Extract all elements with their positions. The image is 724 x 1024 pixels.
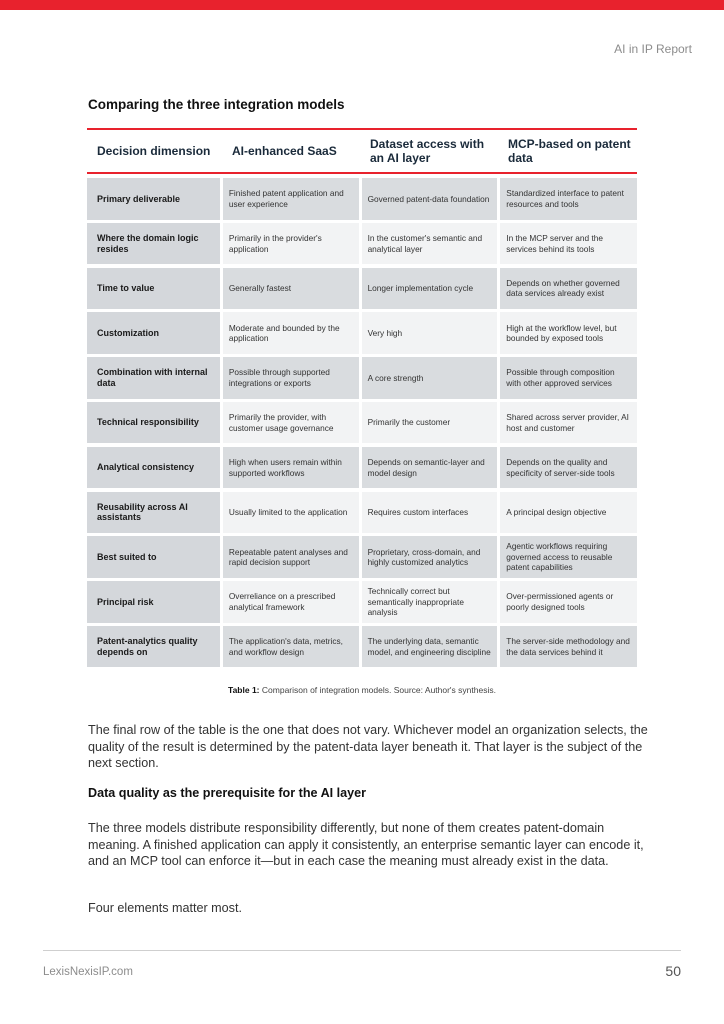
table-row xyxy=(87,312,637,354)
table-cell: The underlying data, semantic model, and engineering discipline xyxy=(362,626,498,668)
table-cell: Agentic workflows requiring governed access to reusable patent capabilities xyxy=(500,536,637,578)
row-label: Best suited to xyxy=(87,536,220,578)
row-label: Customization xyxy=(87,312,220,354)
footer-divider xyxy=(43,950,681,951)
table-cell: Possible through supported integrations or exports xyxy=(223,357,359,399)
comparison-table xyxy=(87,128,637,671)
table-cell: High when users remain within supported workflows xyxy=(223,447,359,489)
column-header: Decision dimension xyxy=(97,144,211,158)
table-cell: Moderate and bounded by the application xyxy=(223,312,359,354)
caption-label: Table 1: xyxy=(228,685,260,695)
row-label: Combination with internal data xyxy=(87,357,220,399)
table-cell: Technically correct but semantically inappropriate analysis xyxy=(362,581,498,623)
table-cell: Over-permissioned agents or poorly designed tools xyxy=(500,581,637,623)
table-cell: Shared across server provider, AI host and customer xyxy=(500,402,637,444)
table-cell: High at the workflow level, but bounded by exposed tools xyxy=(500,312,637,354)
table-cell: The application's data, metrics, and workflow design xyxy=(223,626,359,668)
table-cell: In the MCP server and the services behind its tools xyxy=(500,223,637,265)
table-cell: Depends on the quality and specificity of server-side tools xyxy=(500,447,637,489)
row-label: Reusability across AI assistants xyxy=(87,492,220,534)
table-cell: Longer implementation cycle xyxy=(362,268,498,310)
body-paragraph: The three models distribute responsibility differently, but none of them creates patent-domain meaning. A finished application can apply it consistently, an enterprise semantic layer can encode it, and an MCP tool can enforce it—but in each case the meaning must already exist in the data. xyxy=(88,821,644,868)
table-cell: Usually limited to the application xyxy=(223,492,359,534)
table-cell: Depends on whether governed data services already exist xyxy=(500,268,637,310)
row-label: Analytical consistency xyxy=(87,447,220,489)
table-cell: Governed patent-data foundation xyxy=(362,178,498,220)
row-label: Technical responsibility xyxy=(87,402,220,444)
row-label: Where the domain logic resides xyxy=(87,223,220,265)
table-cell: Standardized interface to patent resources and tools xyxy=(500,178,637,220)
body-paragraph: The final row of the table is the one that does not vary. Whichever model an organization selects, the quality of the result is determined by the patent-data layer beneath it. That layer is the subject of the next section. xyxy=(88,723,648,770)
table-row xyxy=(87,357,637,399)
table-section-title: Comparing the three integration models xyxy=(88,97,345,112)
footer-site-link[interactable]: LexisNexisIP.com xyxy=(43,966,133,978)
table-header-row xyxy=(87,128,637,174)
table-cell: Finished patent application and user experience xyxy=(223,178,359,220)
table-cell: Overreliance on a prescribed analytical framework xyxy=(223,581,359,623)
table-cell: Very high xyxy=(362,312,498,354)
table-cell: A principal design objective xyxy=(500,492,637,534)
row-label: Time to value xyxy=(87,268,220,310)
subsection-heading: Data quality as the prerequisite for the AI layer xyxy=(88,786,367,800)
column-header: MCP-based on patent data xyxy=(508,137,631,165)
row-label: Patent-analytics quality depends on xyxy=(87,626,220,668)
table-row xyxy=(87,447,637,489)
page-number: 50 xyxy=(665,963,681,979)
table-cell: Proprietary, cross-domain, and highly customized analytics xyxy=(362,536,498,578)
table-cell: Repeatable patent analyses and rapid decision support xyxy=(223,536,359,578)
table-cell: Possible through composition with other approved services xyxy=(500,357,637,399)
table-row xyxy=(87,626,637,668)
table-cell: A core strength xyxy=(362,357,498,399)
table-cell: The server-side methodology and the data services behind it xyxy=(500,626,637,668)
top-accent-bar xyxy=(0,0,724,10)
table-row xyxy=(87,178,637,220)
table-cell: Requires custom interfaces xyxy=(362,492,498,534)
table-cell: Primarily the provider, with customer usage governance xyxy=(223,402,359,444)
table-row xyxy=(87,581,637,623)
caption-text: Comparison of integration models. Source: Author's synthesis. xyxy=(261,685,496,695)
row-label: Primary deliverable xyxy=(87,178,220,220)
table-row xyxy=(87,492,637,534)
table-caption xyxy=(0,685,724,695)
table-row xyxy=(87,402,637,444)
body-paragraph: Four elements matter most. xyxy=(88,901,242,915)
table-cell: In the customer's semantic and analytical layer xyxy=(362,223,498,265)
table-cell: Primarily the customer xyxy=(362,402,498,444)
table-row xyxy=(87,223,637,265)
row-label: Principal risk xyxy=(87,581,220,623)
column-header: AI-enhanced SaaS xyxy=(232,144,337,158)
column-header: Dataset access with an AI layer xyxy=(370,137,485,165)
table-cell: Depends on semantic-layer and model design xyxy=(362,447,498,489)
table-cell: Generally fastest xyxy=(223,268,359,310)
running-header: AI in IP Report xyxy=(614,42,692,56)
table-row xyxy=(87,536,637,578)
table-body xyxy=(87,178,637,667)
table-cell: Primarily in the provider's application xyxy=(223,223,359,265)
table-row xyxy=(87,268,637,310)
